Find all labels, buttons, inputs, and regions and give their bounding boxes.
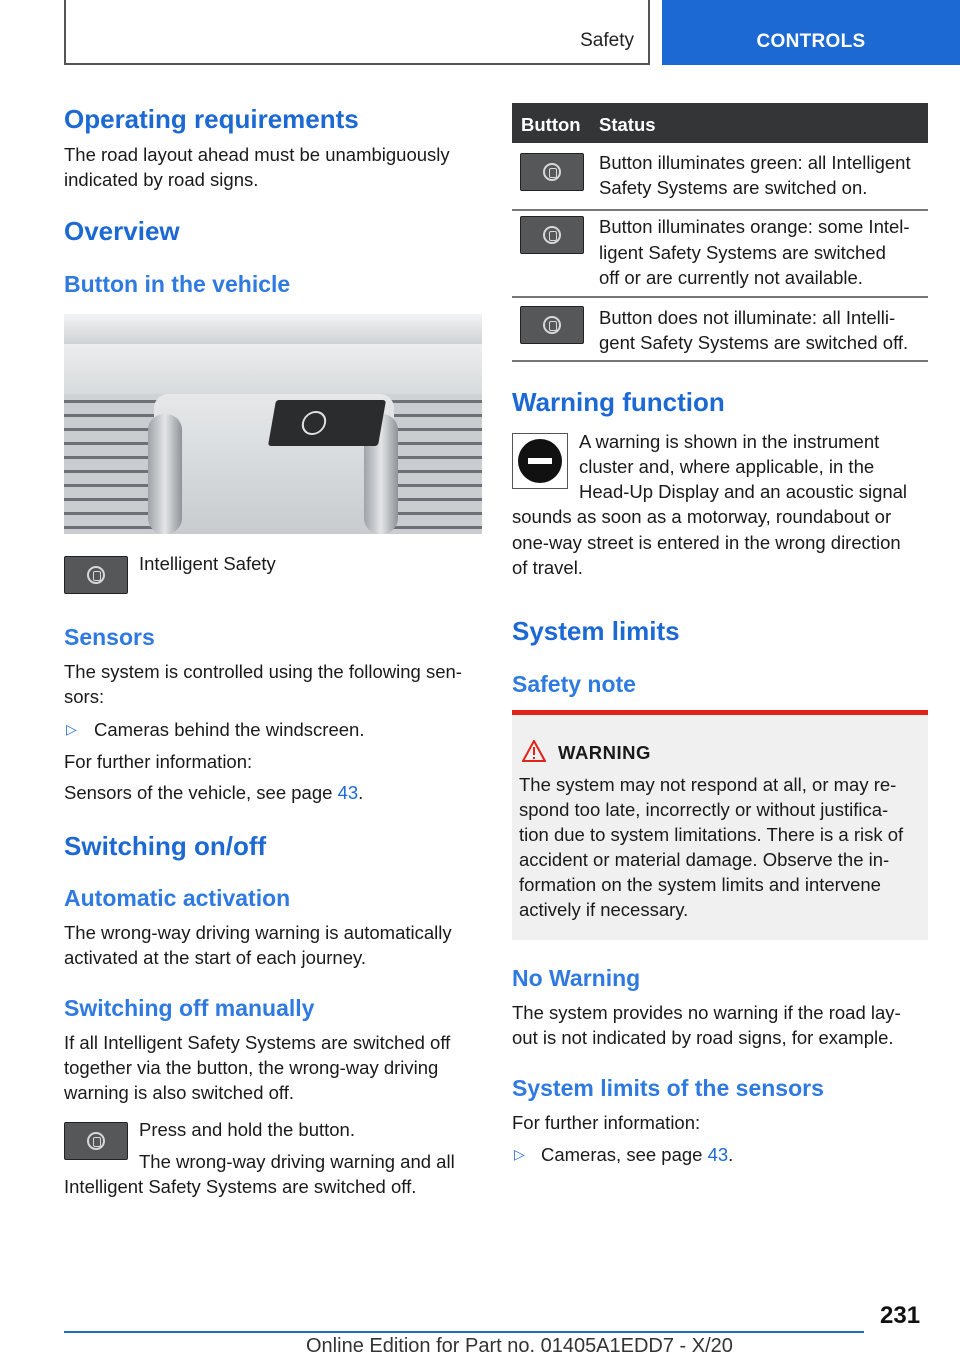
- cameras-reference: [541, 1142, 733, 1167]
- heading-operating-requirements: Operating requirements: [64, 104, 359, 134]
- warning-line-2: spond too late, incorrectly or without justifica‐: [519, 799, 889, 820]
- footer-divider: [64, 1331, 864, 1333]
- warning-triangle-icon: [522, 740, 546, 762]
- warning-title: WARNING: [558, 742, 651, 763]
- table-row-2-line3: off or are currently not available.: [599, 267, 863, 288]
- table-row-1-line2: Safety Systems are switched on.: [599, 177, 868, 198]
- nowarn-text-1: The system provides no warning if the road lay‐: [512, 1002, 901, 1023]
- heading-system-limits: System limits: [512, 616, 680, 646]
- press-text: Press and hold the button.: [139, 1119, 355, 1140]
- table-row-2-line2: ligent Safety Systems are switched: [599, 242, 886, 263]
- header-box: [64, 0, 650, 65]
- intelligent-safety-button-icon: [520, 153, 584, 191]
- table-row-divider: [512, 360, 928, 362]
- heading-no-warning: No Warning: [512, 965, 641, 991]
- warnfn-text-3: Head-Up Display and an acoustic signal: [579, 481, 908, 502]
- bullet-triangle-icon: ▷: [514, 1146, 525, 1162]
- no-entry-sign-icon: [512, 433, 568, 489]
- heading-safety-note: Safety note: [512, 671, 636, 697]
- result-text-1: The wrong-way driving warning and all: [139, 1151, 455, 1172]
- cameras-page-link[interactable]: 43: [707, 1144, 729, 1165]
- warning-line-3: tion due to system limitations. There is a risk of: [519, 824, 904, 845]
- sensors-text-2: sors:: [64, 686, 105, 707]
- nowarn-text-2: out is not indicated by road signs, for example.: [512, 1027, 894, 1048]
- table-col-status: Status: [599, 114, 656, 135]
- manual-text-2: together via the button, the wrong-way driving: [64, 1057, 439, 1078]
- auto-text-2: activated at the start of each journey.: [64, 947, 366, 968]
- warning-line-1: The system may not respond at all, or may re‐: [519, 774, 897, 795]
- op-req-text-1: The road layout ahead must be unambiguously: [64, 144, 450, 165]
- result-text-2: Intelligent Safety Systems are switched off.: [64, 1176, 417, 1197]
- table-col-button: Button: [521, 114, 581, 135]
- page-number: 231: [880, 1302, 921, 1329]
- manual-text-3: warning is also switched off.: [64, 1082, 294, 1103]
- heading-switching-on-off: Switching on/off: [64, 831, 267, 861]
- heading-switching-off-manually: Switching off manually: [64, 995, 315, 1021]
- table-header: [512, 103, 928, 143]
- heading-automatic-activation: Automatic activation: [64, 885, 291, 911]
- intelligent-safety-button-icon: [64, 556, 128, 594]
- table-row-3-line1: Button does not illuminate: all Intelli‐: [599, 307, 896, 328]
- warnfn-text-4: sounds as soon as a motorway, roundabout or: [512, 506, 892, 527]
- table-row-1-line1: Button illuminates green: all Intelligent: [599, 152, 911, 173]
- button-caption: Intelligent Safety: [139, 553, 276, 574]
- header-section: Safety: [580, 30, 634, 51]
- op-req-text-2: indicated by road signs.: [64, 169, 259, 190]
- intelligent-safety-button-icon: [520, 216, 584, 254]
- warnfn-text-1: A warning is shown in the instrument: [579, 431, 880, 452]
- warnfn-text-5: one-way street is entered in the wrong direction: [512, 532, 901, 553]
- intelligent-safety-button-icon: [520, 306, 584, 344]
- sens-further-info: For further information:: [512, 1112, 701, 1133]
- heading-sensors: Sensors: [64, 624, 155, 650]
- footer-edition: Online Edition for Part no. 01405A1EDD7 - X/20: [306, 1335, 733, 1357]
- auto-text-1: The wrong-way driving warning is automatically: [64, 922, 452, 943]
- sensors-further-info: For further information:: [64, 751, 253, 772]
- header-chapter-label: CONTROLS: [756, 31, 866, 52]
- table-row-3-line2: gent Safety Systems are switched off.: [599, 332, 909, 353]
- sensors-reference: [64, 780, 363, 806]
- sensors-bullet: Cameras behind the windscreen.: [94, 719, 365, 740]
- bullet-triangle-icon: ▷: [66, 721, 77, 737]
- warning-line-6: actively if necessary.: [519, 899, 689, 920]
- manual-text-1: If all Intelligent Safety Systems are switched off: [64, 1032, 451, 1053]
- warnfn-text-2: cluster and, where applicable, in the: [579, 456, 875, 477]
- warnfn-text-6: of travel.: [512, 557, 583, 578]
- table-row-divider: [512, 209, 928, 211]
- console-safety-button-icon: [268, 400, 386, 446]
- warning-line-4: accident or material damage. Observe the in‐: [519, 849, 890, 870]
- heading-system-limits-sensors: System limits of the sensors: [512, 1075, 824, 1101]
- heading-button-in-vehicle: Button in the vehicle: [64, 271, 291, 297]
- warning-line-5: formation on the system limits and intervene: [519, 874, 881, 895]
- sensors-page-link[interactable]: 43: [337, 782, 359, 803]
- header-chapter-tab[interactable]: [662, 0, 960, 65]
- cameras-ref-suffix: .: [728, 1144, 734, 1165]
- table-row-divider: [512, 296, 928, 298]
- sensors-ref-suffix: .: [358, 782, 364, 803]
- vehicle-console-photo: [64, 314, 482, 534]
- table-row-2-line1: Button illuminates orange: some Intel‐: [599, 216, 910, 237]
- heading-warning-function: Warning function: [512, 387, 725, 417]
- intelligent-safety-button-icon: [64, 1122, 128, 1160]
- sensors-text-1: The system is controlled using the following sen‐: [64, 661, 462, 682]
- sensors-ref-prefix: Sensors of the vehicle, see page: [64, 782, 338, 803]
- warning-box: [512, 710, 928, 940]
- heading-overview: Overview: [64, 216, 180, 246]
- cameras-ref-prefix: Cameras, see page: [541, 1144, 708, 1165]
